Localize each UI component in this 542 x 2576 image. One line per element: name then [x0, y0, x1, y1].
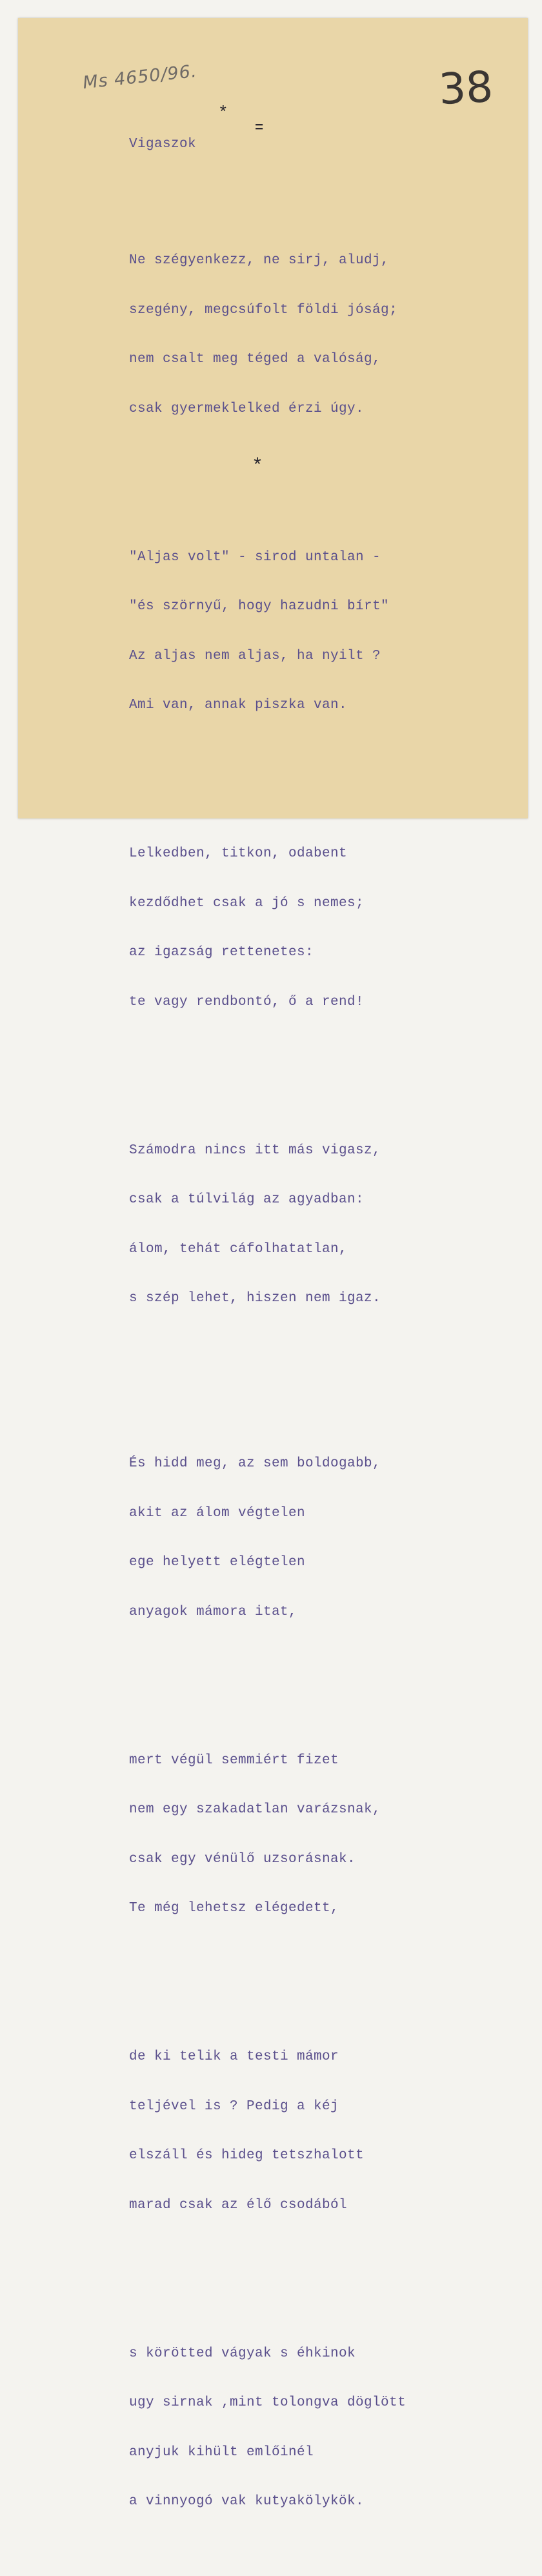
stanza-8 [129, 2313, 406, 2543]
poem-line: csak gyermeklelked érzi úgy. [129, 401, 365, 416]
stanza-separator-asterisk: * [252, 456, 264, 478]
poem-line: akit az álom végtelen [129, 1505, 306, 1521]
poem-line: anyagok mámora itat, [129, 1604, 297, 1619]
poem-title: Vigaszok [129, 137, 197, 152]
stanza-1 [129, 219, 406, 450]
poem-line: nem csalt meg téged a valóság, [129, 352, 381, 367]
poem-line: elszáll és hideg tetszhalott [129, 2148, 365, 2163]
poem-line: nem egy szakadatlan varázsnak, [129, 1802, 381, 1817]
poem-line: ege helyett elégtelen [129, 1555, 306, 1570]
title-asterisk-mark: * [218, 103, 228, 123]
poem-line: de ki telik a testi mámor [129, 2049, 339, 2064]
poem-line: szegény, megcsúfolt földi jóság; [129, 302, 398, 318]
poem-line: Számodra nincs itt más vigasz, [129, 1142, 381, 1158]
poem-line: És hidd meg, az sem boldogabb, [129, 1456, 381, 1471]
stanza-3 [129, 813, 406, 1043]
stanza-4 [129, 1110, 406, 1340]
correction-mark: = [255, 120, 264, 136]
stanza-7 [129, 2016, 406, 2246]
page-number: 38 [437, 61, 494, 115]
poem-line: az igazság rettenetes: [129, 945, 314, 960]
poem-line: "Aljas volt" - sirod untalan - [129, 549, 381, 565]
poem-line: teljével is ? Pedig a kéj [129, 2098, 339, 2114]
poem-line: csak a túlvilág az agyadban: [129, 1192, 365, 1207]
poem-line: kezdődhet csak a jó s nemes; [129, 895, 365, 911]
poem-line: ugy sirnak ,mint tolongva döglött [129, 2395, 406, 2410]
poem-line: s körötted vágyak s éhkinok [129, 2346, 356, 2361]
poem-line: Lelkedben, titkon, odabent [129, 846, 348, 861]
poem-line: mert végül semmiért fizet [129, 1752, 339, 1768]
stanza-6 [129, 1719, 406, 1950]
poem-line: anyjuk kihült emlőinél [129, 2444, 314, 2460]
archive-shelfmark: Ms 4650/96. [81, 61, 198, 94]
poem-line: álom, tehát cáfolhatatlan, [129, 1241, 348, 1257]
stanza-2 [129, 516, 406, 747]
poem-line: csak egy vénülő uzsorásnak. [129, 1851, 356, 1867]
poem-line: s szép lehet, hiszen nem igaz. [129, 1291, 381, 1306]
poem-line: Ami van, annak piszka van. [129, 698, 348, 713]
poem-line: Az aljas nem aljas, ha nyilt ? [129, 648, 381, 664]
poem-line: te vagy rendbontó, ő a rend! [129, 994, 365, 1009]
poem-line: "és szörnyű, hogy hazudni bírt" [129, 599, 390, 614]
poem-line: Ne szégyenkezz, ne sirj, aludj, [129, 253, 390, 268]
poem-line: Te még lehetsz elégedett, [129, 1901, 339, 1916]
stanza-5 [129, 1423, 406, 1653]
poem-body [129, 103, 406, 2576]
poem-line: marad csak az élő csodából [129, 2197, 348, 2213]
poem-line: a vinnyogó vak kutyakölykök. [129, 2494, 365, 2509]
